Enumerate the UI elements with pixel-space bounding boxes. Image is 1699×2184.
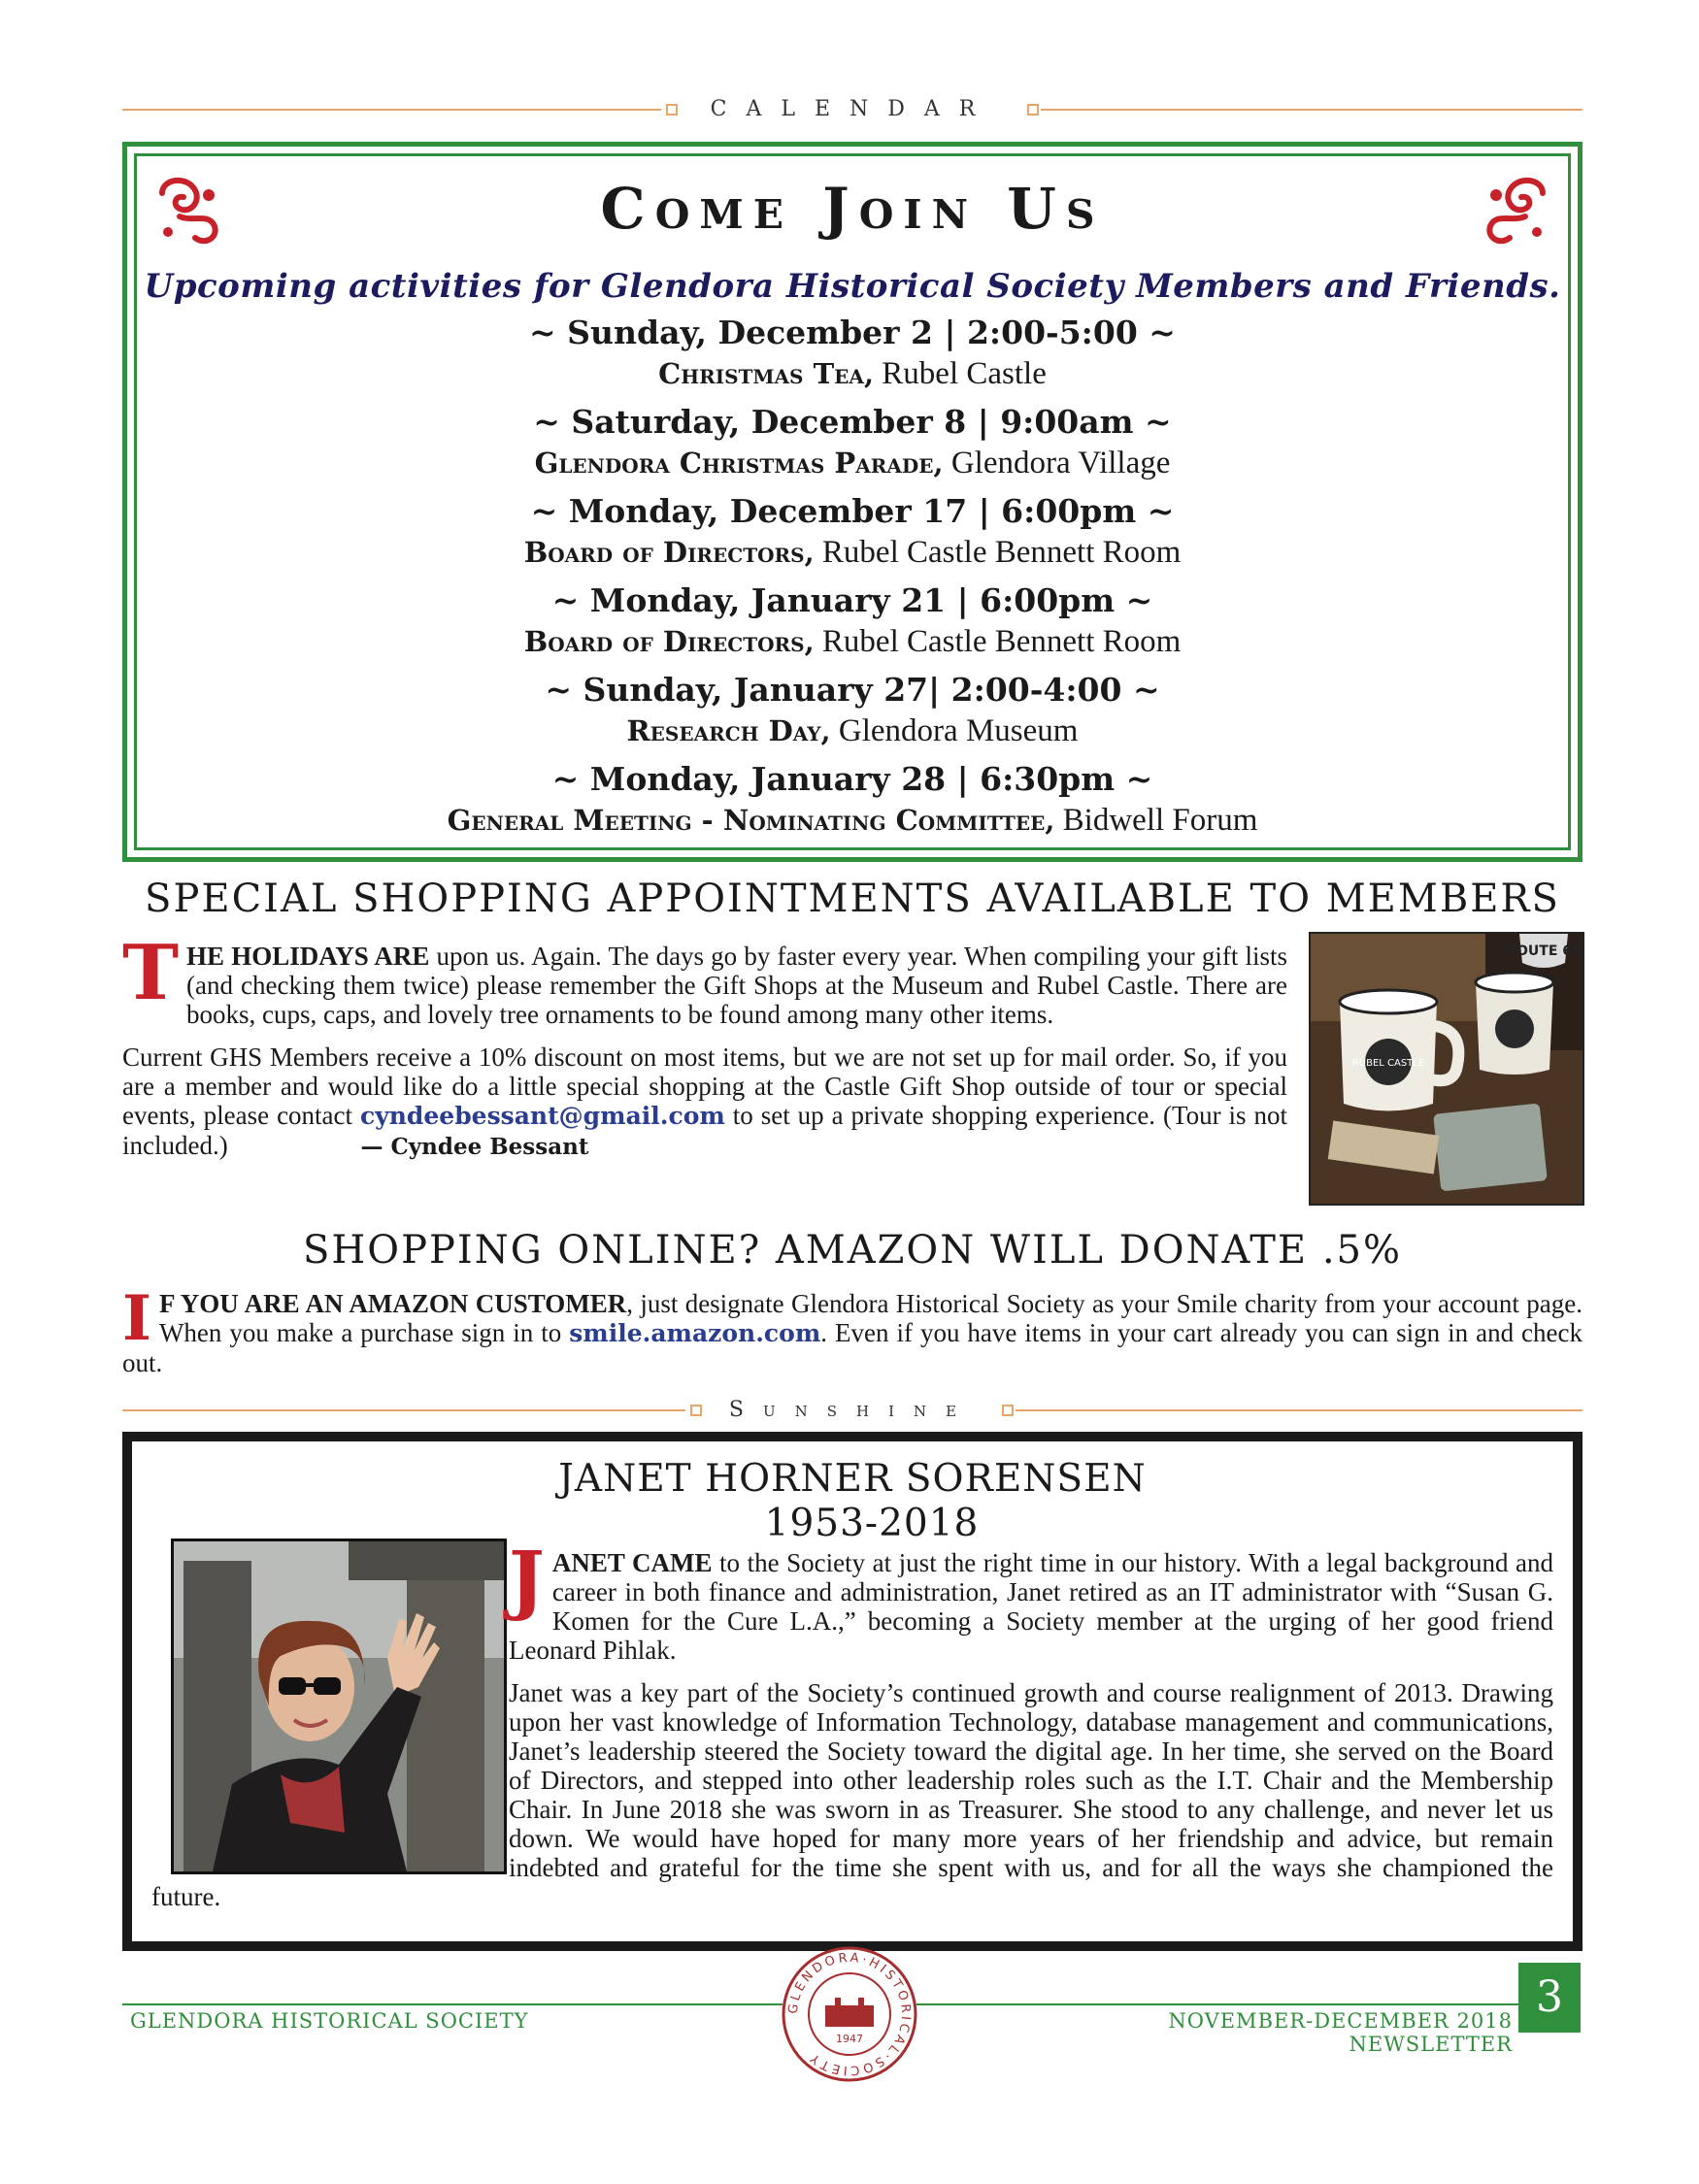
event-desc — [127, 801, 1578, 840]
shopping-signature: — Cyndee Bessant — [360, 1134, 589, 1160]
amazon-article — [122, 1282, 1583, 1391]
event-desc — [127, 711, 1578, 750]
amazon-lead: F YOU ARE AN AMAZON CUSTOMER — [158, 1289, 627, 1318]
seal-year: 1947 — [836, 2033, 863, 2045]
event-place: Glendora Museum — [830, 713, 1079, 748]
event-date: ~ Monday, December 17 | 6:00pm ~ — [530, 492, 1175, 530]
shopping-p2b-text: to set up a private shopping experience. (Tour is not included.) — [122, 1101, 1287, 1160]
footer-rule-right — [916, 2003, 1518, 2005]
event-date: ~ Sunday, December 2 | 2:00-5:00 ~ — [529, 314, 1176, 351]
calendar-section-label: CALENDAR — [710, 97, 995, 121]
event-date: ~ Monday, January 28 | 6:30pm ~ — [551, 760, 1153, 798]
obituary-dropcap: J — [509, 1536, 545, 1624]
event-date: ~ Monday, January 21 | 6:00pm ~ — [551, 581, 1153, 619]
event-item — [127, 312, 1578, 401]
event-date: ~ Saturday, December 8 | 9:00am ~ — [533, 403, 1172, 441]
event-item — [127, 490, 1578, 579]
shopping-paragraph-2 — [122, 1042, 1287, 1162]
calendar-subtitle: Upcoming activities for Glendora Historical Society Members and Friends. — [144, 267, 1561, 306]
event-desc — [127, 354, 1578, 393]
event-name: Research Day, — [626, 714, 831, 747]
event-desc — [127, 444, 1578, 482]
email-link[interactable]: cyndeebessant@gmail.com — [359, 1102, 725, 1130]
calendar-divider — [122, 95, 1582, 124]
footer-society-name: GLENDORA HISTORICAL SOCIETY — [130, 2009, 529, 2033]
shopping-dropcap: T — [122, 929, 180, 1017]
event-name: Board of Directors, — [523, 625, 815, 658]
event-list — [127, 312, 1578, 847]
obituary-box — [122, 1432, 1582, 1951]
mug-label: RUBEL CASTLE — [1351, 1058, 1425, 1069]
society-seal-icon — [777, 1941, 922, 2087]
shopping-lead: HE HOLIDAYS ARE — [186, 942, 430, 971]
shopping-p1-text: upon us. Again. The days go by faster every year. When compiling your gift lists (and checking them twice) please remember the Gift Shops at the Museum and Rubel Castle. There are books, cups, caps, and lovely tree ornaments to be found among many other items. — [186, 942, 1287, 1029]
route-sign-label: ROUTE 66 — [1506, 943, 1582, 959]
obituary-years: 1953-2018 — [764, 1502, 980, 1545]
footer-rule-left — [122, 2003, 783, 2005]
gift-shop-photo-image — [1311, 934, 1582, 1204]
shopping-headline: SPECIAL SHOPPING APPOINTMENTS AVAILABLE TO MEMBERS — [145, 877, 1560, 921]
amazon-text-a: , just designate Glendora Historical Society as your Smile charity from your account page. When you make a purchase sign in to — [158, 1289, 1583, 1347]
amazon-paragraph — [122, 1282, 1583, 1377]
obituary-p1-text: to the Society at just the right time in our history. With a legal background and career in both finance and administration, Janet retired as an IT administrator with “Susan G. Komen for the Cure L.A.,” becoming a Society member at the urging of her good friend Leonard Pihlak. — [509, 1548, 1553, 1665]
event-place: Bidwell Forum — [1054, 803, 1258, 838]
obituary-paragraph-1 — [151, 1536, 1553, 1665]
event-name: Christmas Tea, — [658, 357, 875, 390]
event-place: Rubel Castle Bennett Room — [814, 535, 1182, 570]
seal-text: GLENDORA·HISTORICAL·SOCIETY — [785, 1950, 914, 2078]
page-number: 3 — [1518, 1963, 1581, 2033]
event-place: Rubel Castle — [874, 356, 1047, 391]
sunshine-divider — [122, 1396, 1582, 1425]
shopping-paragraph-1 — [122, 929, 1287, 1029]
obituary-lead: ANET CAME — [551, 1548, 713, 1577]
event-item — [127, 669, 1578, 758]
calendar-title: Come Join Us — [600, 176, 1105, 242]
event-date: ~ Sunday, January 27| 2:00-4:00 ~ — [545, 671, 1160, 709]
event-item — [127, 401, 1578, 490]
calendar-box — [122, 142, 1582, 862]
amazon-dropcap: I — [122, 1282, 151, 1355]
event-item — [127, 579, 1578, 669]
shopping-article — [122, 929, 1287, 1175]
event-item — [127, 758, 1578, 847]
obituary-heading — [132, 1457, 1573, 1546]
amazon-smile-link[interactable]: smile.amazon.com — [569, 1319, 821, 1347]
event-place: Rubel Castle Bennett Room — [814, 624, 1182, 659]
obituary-name: JANET HORNER SORENSEN — [558, 1457, 1147, 1501]
event-desc — [127, 533, 1578, 572]
amazon-headline: SHOPPING ONLINE? AMAZON WILL DONATE .5% — [302, 1228, 1402, 1273]
obituary-paragraph-2: Janet was a key part of the Society’s continued growth and course realignment of 2013. Drawing upon her vast knowledge of Information Technology, database management and communications, Janet’s leadership steered the Society toward the digital age. In her time, she served on the Board of Directors, and stepped into other leadership roles such as the I.T. Chair and the Membership Chair. In June 2018 she was sworn in as Treasurer. She stood to any challenge, and never let us down. We would have hoped for many more years of her friendship and advice, but remain indebted and grateful for the time she spent with us, and for all the ways she championed the future. — [151, 1678, 1553, 1911]
gift-shop-photo — [1309, 932, 1584, 1206]
event-name: Glendora Christmas Parade, — [534, 447, 944, 480]
shopping-p2a-text: Current GHS Members receive a 10% discount on most items, but we are not set up for mail order. So, if you are a member and would like do a little special shopping at the Castle Gift Shop outside of tour or special events, please contact — [122, 1042, 1287, 1130]
event-desc — [127, 622, 1578, 661]
event-place: Glendora Village — [943, 446, 1171, 480]
footer-issue: NOVEMBER-DECEMBER 2018 NEWSLETTER — [1168, 2009, 1513, 2056]
event-name: Board of Directors, — [523, 536, 815, 569]
sunshine-section-label: Sunshine — [728, 1398, 977, 1422]
obituary-article — [151, 1536, 1553, 1925]
amazon-text-b: . Even if you have items in your cart already you can sign in and check out. — [122, 1318, 1582, 1377]
event-name: General Meeting - Nominating Committee, — [447, 804, 1055, 837]
